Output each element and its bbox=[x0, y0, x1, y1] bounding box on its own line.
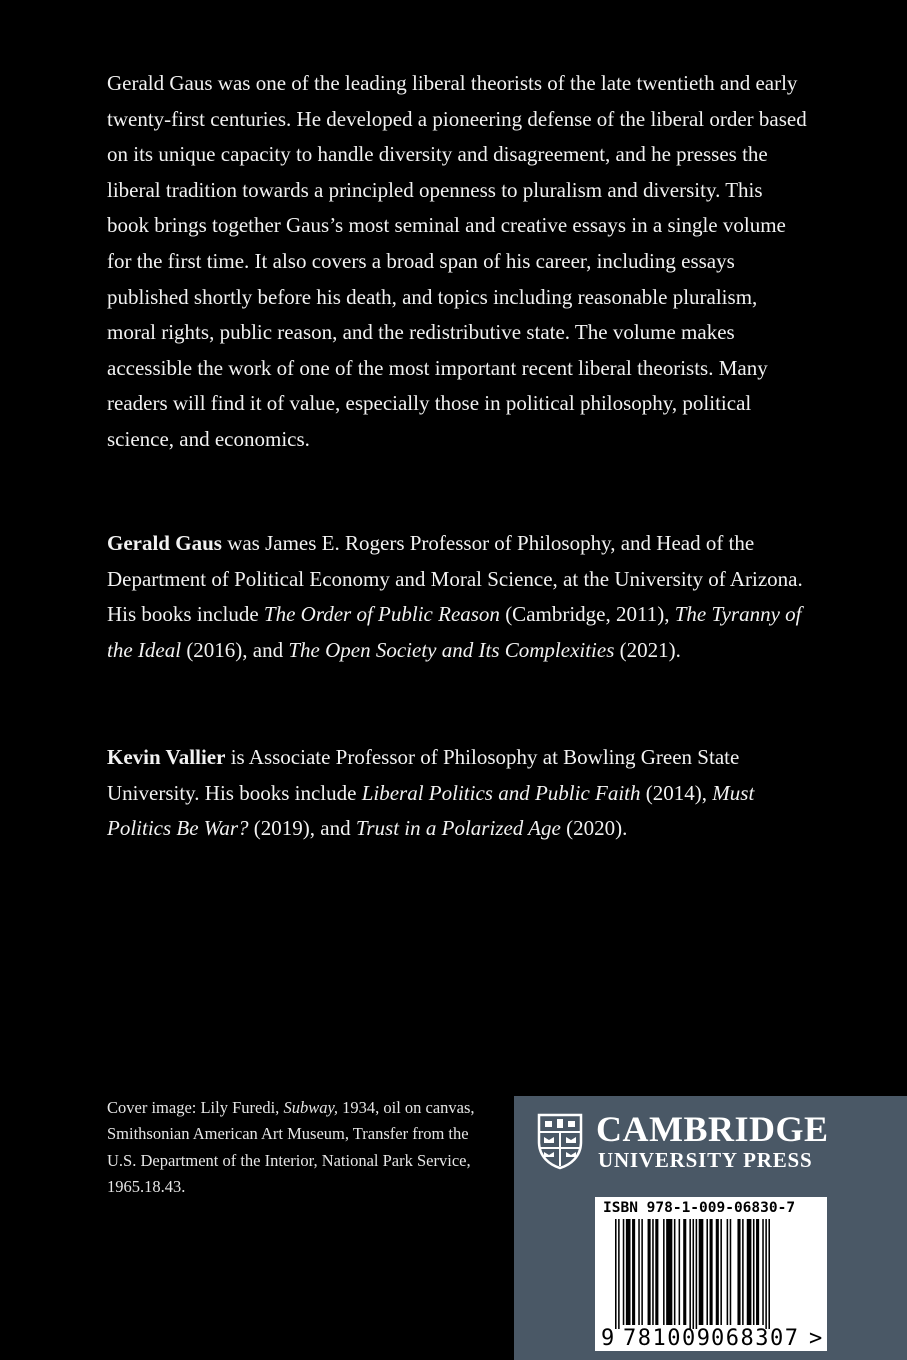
barcode-bar bbox=[679, 1219, 681, 1325]
barcode-bar bbox=[652, 1219, 654, 1325]
barcode-bar bbox=[655, 1219, 658, 1325]
barcode-bar bbox=[674, 1219, 676, 1325]
barcode-bar bbox=[762, 1219, 764, 1325]
book-title: Liberal Politics and Public Faith bbox=[361, 780, 641, 805]
barcode-bar bbox=[765, 1219, 767, 1329]
barcode-bar bbox=[626, 1219, 631, 1325]
isbn-barcode bbox=[595, 1197, 827, 1351]
publisher-name: CAMBRIDGE bbox=[596, 1109, 829, 1149]
barcode-left-digits: 781009 bbox=[623, 1326, 712, 1351]
barcode-bar bbox=[706, 1219, 708, 1325]
barcode-bar bbox=[648, 1219, 651, 1325]
cambridge-crest-icon bbox=[536, 1112, 584, 1170]
barcode-bars bbox=[595, 1219, 827, 1329]
barcode-bar bbox=[641, 1219, 643, 1325]
barcode-bar bbox=[663, 1219, 665, 1325]
barcode-bar bbox=[742, 1219, 744, 1325]
barcode-bar bbox=[632, 1219, 635, 1325]
editor-bio-vallier: Kevin Vallier is Associate Professor of Philosophy at Bowling Green State University. His books include Liberal Politics and Public Faith (2014), Must Politics Be War? (2019), and Trust in a Polarized Age (2020). bbox=[107, 745, 755, 841]
barcode-bar bbox=[618, 1219, 620, 1329]
barcode-bar bbox=[716, 1219, 719, 1325]
barcode-bar bbox=[720, 1219, 722, 1325]
book-title: The Order of Public Reason bbox=[263, 602, 500, 627]
barcode-bar bbox=[623, 1219, 625, 1325]
artwork-title: Subway, bbox=[283, 1098, 338, 1117]
barcode-bar bbox=[730, 1219, 732, 1325]
barcode-bar bbox=[615, 1219, 617, 1329]
barcode-bar bbox=[753, 1219, 755, 1325]
barcode-bar bbox=[638, 1219, 640, 1325]
barcode-bar bbox=[683, 1219, 686, 1325]
barcode-bar bbox=[756, 1219, 759, 1325]
book-title: The Open Society and Its Complexities bbox=[288, 637, 615, 662]
book-title: Trust in a Polarized Age bbox=[355, 816, 561, 841]
author-name: Gerald Gaus bbox=[107, 531, 222, 555]
author-bio-gaus: Gerald Gaus was James E. Rogers Professor of Philosophy, and Head of the Department of Political Economy and Moral Science, at the University of Arizona. His books include The Order of Public Reason (Cambridge, 2011), The Tyranny of the Ideal (2016), and The Open Society and Its Complexities (2021). bbox=[107, 531, 803, 662]
barcode-bar bbox=[666, 1219, 672, 1325]
barcode-bar bbox=[693, 1219, 695, 1329]
barcode-bar bbox=[699, 1219, 704, 1325]
barcode-arrow: > bbox=[809, 1326, 823, 1351]
book-title: The Tyranny of the Ideal bbox=[107, 602, 802, 662]
barcode-bar bbox=[747, 1219, 752, 1325]
cover-image-credit: Cover image: Lily Furedi, Subway, 1934, oil on canvas, Smithsonian American Art Museum, Transfer from the U.S. Department of the Interior, National Park Service, 1965.18.43. bbox=[107, 1098, 475, 1197]
barcode-bar bbox=[696, 1219, 698, 1329]
publisher-panel bbox=[514, 1096, 907, 1360]
barcode-bar bbox=[737, 1219, 740, 1325]
barcode-right-digits: 068307 bbox=[711, 1326, 800, 1351]
barcode-bar bbox=[727, 1219, 729, 1325]
publisher-subtitle: UNIVERSITY PRESS bbox=[598, 1148, 813, 1172]
barcode-bar bbox=[689, 1219, 691, 1329]
isbn-label: ISBN 978-1-009-06830-7 bbox=[603, 1200, 796, 1216]
barcode-bar bbox=[710, 1219, 713, 1325]
barcode-first-digit: 9 bbox=[601, 1326, 615, 1351]
book-title: Must Politics Be War? bbox=[107, 780, 755, 841]
editor-name: Kevin Vallier bbox=[107, 745, 226, 769]
book-description: Gerald Gaus was one of the leading liberal theorists of the late twentieth and early twenty-first centuries. He developed a pioneering defense of the liberal order based on its unique capacity to handle diversity and disagreement, and he presses the liberal tradition towards a principled openness to pluralism and diversity. This book brings together Gaus’s most seminal and creative essays in a single volume for the first time. It also covers a broad span of his career, including essays published shortly before his death, and topics including reasonable pluralism, moral rights, public reason, and the redistributive state. The volume makes accessible the work of one of the most important recent liberal theorists. Many readers will find it of value, especially those in political philosophy, political science, and economics. bbox=[107, 71, 807, 451]
barcode-bar bbox=[768, 1219, 770, 1329]
